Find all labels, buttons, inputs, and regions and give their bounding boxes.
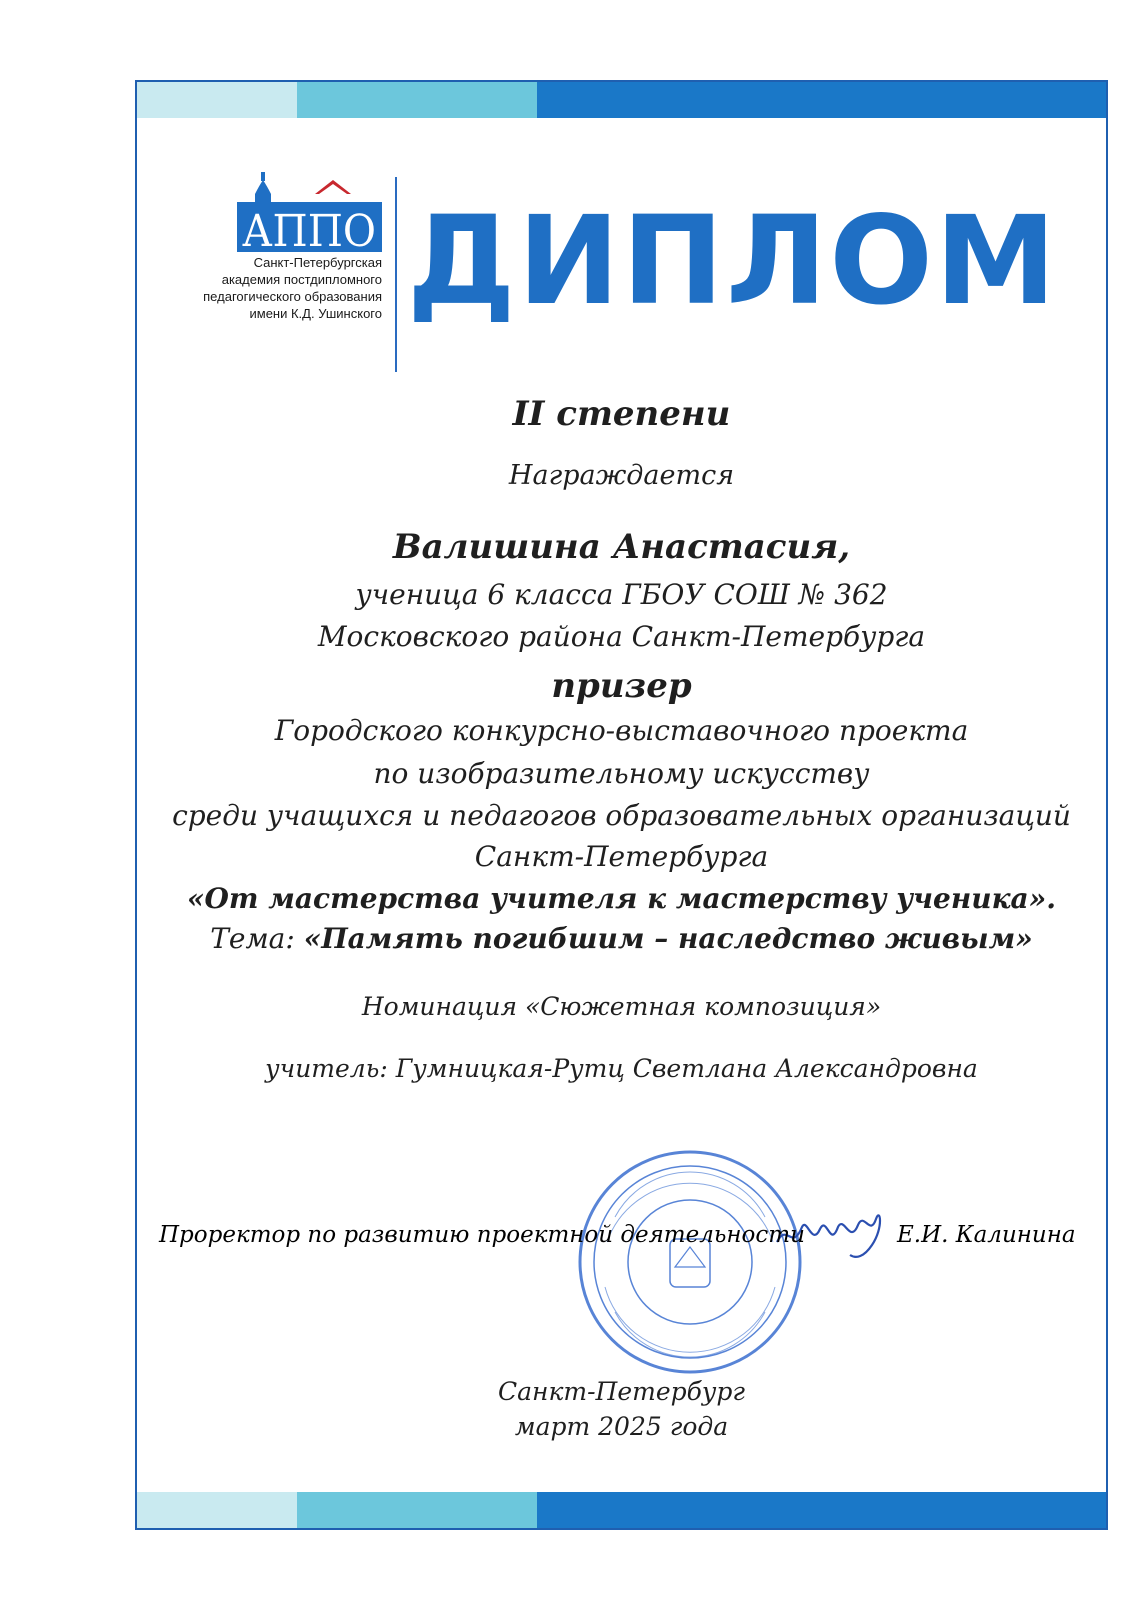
contest-line-4: Санкт-Петербурга	[474, 840, 769, 873]
signatory-role: Проректор по развитию проектной деятельности	[159, 1222, 805, 1248]
appo-logo-icon	[237, 172, 382, 252]
date: март 2025 года	[514, 1412, 729, 1441]
band-segment-dark	[537, 1492, 1106, 1528]
award-status: призер	[551, 666, 692, 706]
official-stamp-icon	[575, 1147, 805, 1377]
contest-line-2: по изобразительному искусству	[373, 757, 870, 790]
diploma-title: ДИПЛОМ	[407, 190, 1059, 332]
band-segment-light	[137, 1492, 297, 1528]
theme-value: «Память погибшим – наследство живым»	[303, 922, 1033, 955]
band-segment-mid	[297, 82, 537, 118]
teacher-line: учитель: Гумницкая-Рутц Светлана Александровна	[265, 1054, 978, 1083]
contest-line-1: Городского конкурсно-выставочного проекта	[274, 714, 969, 747]
diploma-frame	[135, 80, 1108, 1530]
nomination: Номинация «Сюжетная композиция»	[361, 992, 882, 1021]
contest-line-3: среди учащихся и педагогов образовательных организаций	[172, 799, 1071, 832]
logo-divider	[395, 177, 397, 372]
logo-mark-text: АППО	[242, 206, 376, 252]
recipient-school: ученица 6 класса ГБОУ СОШ № 362	[355, 578, 888, 611]
band-segment-mid	[297, 1492, 537, 1528]
logo-line: Санкт-Петербургская	[253, 255, 382, 270]
project-title: «От мастерства учителя к мастерству ученика».	[187, 882, 1056, 915]
band-segment-light	[137, 82, 297, 118]
bottom-color-band	[137, 1492, 1106, 1528]
logo-line: педагогического образования	[203, 289, 382, 304]
place: Санкт-Петербург	[497, 1377, 746, 1406]
logo-line: академия постдипломного	[221, 272, 382, 287]
awarded-label: Награждается	[508, 460, 735, 491]
recipient-name: Валишина Анастасия,	[392, 527, 851, 567]
signatory-name: Е.И. Калинина	[897, 1222, 1076, 1248]
recipient-district: Московского района Санкт-Петербурга	[317, 620, 926, 653]
band-segment-dark	[537, 82, 1106, 118]
top-color-band	[137, 82, 1106, 118]
theme-label: Тема:	[210, 922, 295, 955]
theme-line	[137, 922, 1106, 955]
logo-caption	[167, 254, 382, 322]
logo-line: имени К.Д. Ушинского	[249, 306, 382, 321]
degree-label: II степени	[512, 394, 731, 434]
